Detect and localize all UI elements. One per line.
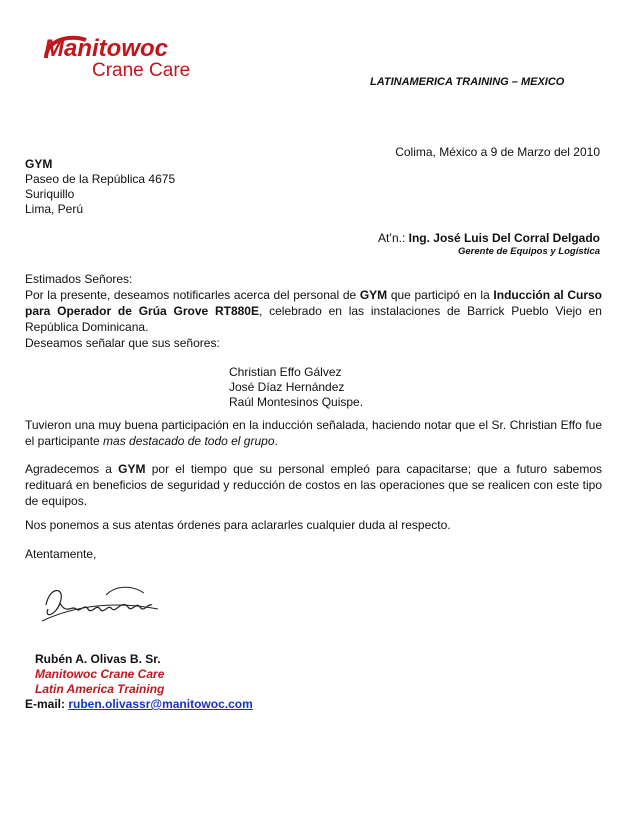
email-link[interactable]: ruben.olivassr@manitowoc.com [68, 697, 253, 711]
signer-name: Rubén A. Olivas B. Sr. [35, 652, 161, 666]
recipient-line: Suriquillo [25, 187, 75, 201]
participant-name: Christian Effo Gálvez [229, 365, 342, 379]
attention-prefix: At’n.: [377, 231, 409, 245]
signer-company: Manitowoc Crane Care [35, 667, 165, 681]
closing: Atentamente, [25, 547, 97, 561]
header-title: LATINAMERICA TRAINING – MEXICO [370, 76, 565, 88]
intro-text: Por la presente, deseamos notificarles acerca del personal de GYM que participó en la Inducción al Curso para Operador de Grúa Grove RT880E, celebrado en las instalaciones de Barrick Pueblo Viejo en República Dominicana. [25, 288, 603, 334]
signature-block [35, 652, 164, 697]
letter-paragraph-2: Tuvieron una muy buena participación en la inducción señalada, haciendo notar que el Sr. Christian Effo fue el participante mas destacado de todo el grupo. [25, 418, 602, 448]
email-line [25, 697, 253, 711]
letter-paragraph-1 [25, 271, 602, 351]
handwritten-signature [36, 575, 166, 635]
intro-names-lead: Deseamos señalar que sus señores: [25, 336, 220, 350]
email-label: E-mail: [25, 697, 69, 711]
logo-word-manitowoc: Manitowoc [44, 35, 168, 62]
attention-line [378, 231, 600, 245]
manitowoc-logo [40, 30, 200, 80]
logo-word-cranecare: Crane Care [92, 60, 191, 80]
recipient-address [25, 157, 175, 217]
letter-paragraph-4: Nos ponemos a sus atentas órdenes para aclararles cualquier duda al respecto. [25, 518, 451, 532]
participant-name: Raúl Montesinos Quispe. [229, 395, 364, 409]
letter-paragraph-3: Agradecemos a GYM por el tiempo que su personal empleó para capacitarse; que a futuro sabemos redituará en beneficios de seguridad y reducción de costos en las operaciones que se realicen con este tipo de equipos. [25, 462, 602, 508]
recipient-company: GYM [25, 157, 53, 171]
signer-department: Latin America Training [35, 682, 165, 696]
recipient-line: Paseo de la República 4675 [25, 172, 176, 186]
participant-list [229, 365, 363, 410]
participant-name: José Díaz Hernández [229, 380, 345, 394]
greeting: Estimados Señores: [25, 272, 133, 286]
letter-date: Colima, México a 9 de Marzo del 2010 [395, 145, 600, 159]
attention-name: Ing. José Luis Del Corral Delgado [408, 231, 600, 245]
recipient-line: Lima, Perú [25, 202, 84, 216]
attention-role: Gerente de Equipos y Logística [457, 246, 600, 257]
